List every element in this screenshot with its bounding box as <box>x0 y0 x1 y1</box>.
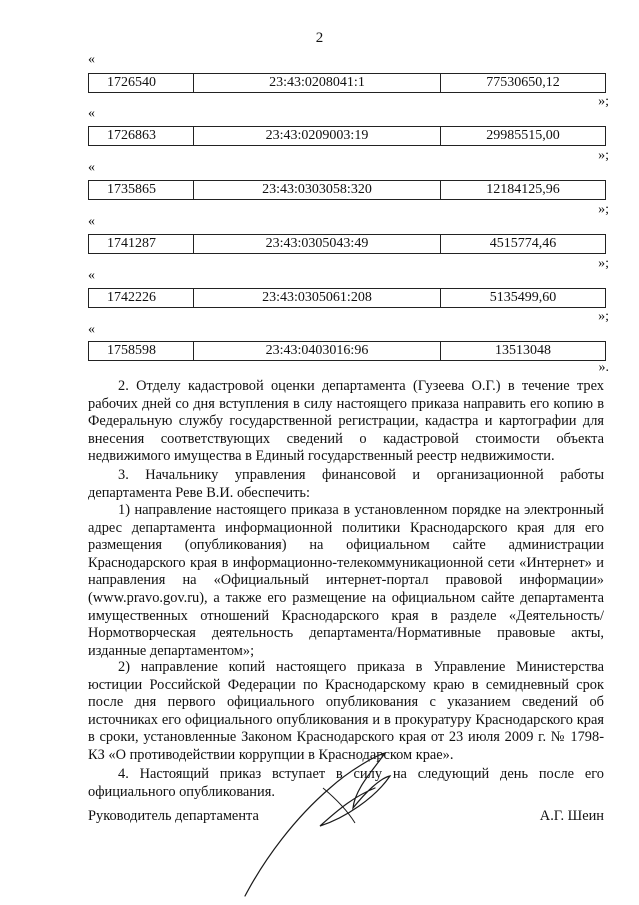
table-row <box>88 180 606 200</box>
cadastral-number: 23:43:0208041:1 <box>194 74 441 93</box>
object-id: 1726540 <box>89 74 194 93</box>
open-quote: « <box>88 322 95 337</box>
paragraph-2: 2. Отделу кадастровой оценки департамента (Гузеева О.Г.) в течение трех рабочих дней со дня вступления в силу настоящего приказа направить его копию в Федеральную службу государственной регистрации, кадастра и картографии для внесения соответствующих сведений о кадастровой стоимости объекта недвижимого имущества в Единый государственный реестр недвижимости. <box>88 378 604 465</box>
cadastral-value: 5135499,60 <box>441 289 606 308</box>
close-quote: »; <box>598 94 609 109</box>
table-row <box>88 126 606 146</box>
object-id: 1742226 <box>89 289 194 308</box>
paragraph-3-item-2: 2) направление копий настоящего приказа в Управление Министерства юстиции Российской Федерации по Краснодарскому краю в семидневный срок после дня первого официального опубликования с указанием сведений об источниках его официального опубликования и в прокуратуру Краснодарского края в сроки, установленные Законом Краснодарского края от 23 июля 2009 г. № 1798-КЗ «О противодействии коррупции в Краснодарском крае». <box>88 659 604 763</box>
open-quote: « <box>88 214 95 229</box>
cadastral-number: 23:43:0305043:49 <box>194 235 441 254</box>
object-id: 1741287 <box>89 235 194 254</box>
open-quote: « <box>88 268 95 283</box>
cadastral-value: 77530650,12 <box>441 74 606 93</box>
cadastral-number: 23:43:0209003:19 <box>194 127 441 146</box>
signature-block <box>88 808 604 825</box>
paragraph-4: 4. Настоящий приказ вступает в силу на следующий день после его официального опубликования. <box>88 766 604 800</box>
close-quote: »; <box>598 148 609 163</box>
close-quote: »; <box>598 256 609 271</box>
cadastral-value: 4515774,46 <box>441 235 606 254</box>
open-quote: « <box>88 106 95 121</box>
cadastral-value: 13513048 <box>441 342 606 361</box>
cadastral-value: 12184125,96 <box>441 181 606 200</box>
paragraph-3: 3. Начальнику управления финансовой и организационной работы департамента Реве В.И. обеспечить: <box>88 467 604 501</box>
cadastral-number: 23:43:0305061:208 <box>194 289 441 308</box>
open-quote: « <box>88 52 95 67</box>
cadastral-number: 23:43:0403016:96 <box>194 342 441 361</box>
close-quote: ». <box>598 360 609 375</box>
table-row <box>88 73 606 93</box>
object-id: 1726863 <box>89 127 194 146</box>
table-row <box>88 234 606 254</box>
object-id: 1735865 <box>89 181 194 200</box>
open-quote: « <box>88 160 95 175</box>
table-row <box>88 341 606 361</box>
cadastral-number: 23:43:0303058:320 <box>194 181 441 200</box>
object-id: 1758598 <box>89 342 194 361</box>
page-number: 2 <box>315 30 324 46</box>
signatory-name: А.Г. Шеин <box>539 808 604 824</box>
paragraph-3-item-1: 1) направление настоящего приказа в установленном порядке на электронный адрес департамента информационной политики Краснодарского края для его размещения (опубликования) на официальном сайте администрации Краснодарского края в информационно-телекоммуникационной сети «Интернет» и направления на «Официальный интернет-портал правовой информации» (www.pravo.gov.ru), а также его размещение на официальном сайте департамента имущественных отношений Краснодарского края в разделе «Деятельность/Нормотворческая деятельность департамента/Нормативные правовые акты, изданные департаментом»; <box>88 502 604 659</box>
cadastral-value: 29985515,00 <box>441 127 606 146</box>
table-row <box>88 288 606 308</box>
signatory-title: Руководитель департамента <box>88 808 259 824</box>
close-quote: »; <box>598 309 609 324</box>
close-quote: »; <box>598 202 609 217</box>
